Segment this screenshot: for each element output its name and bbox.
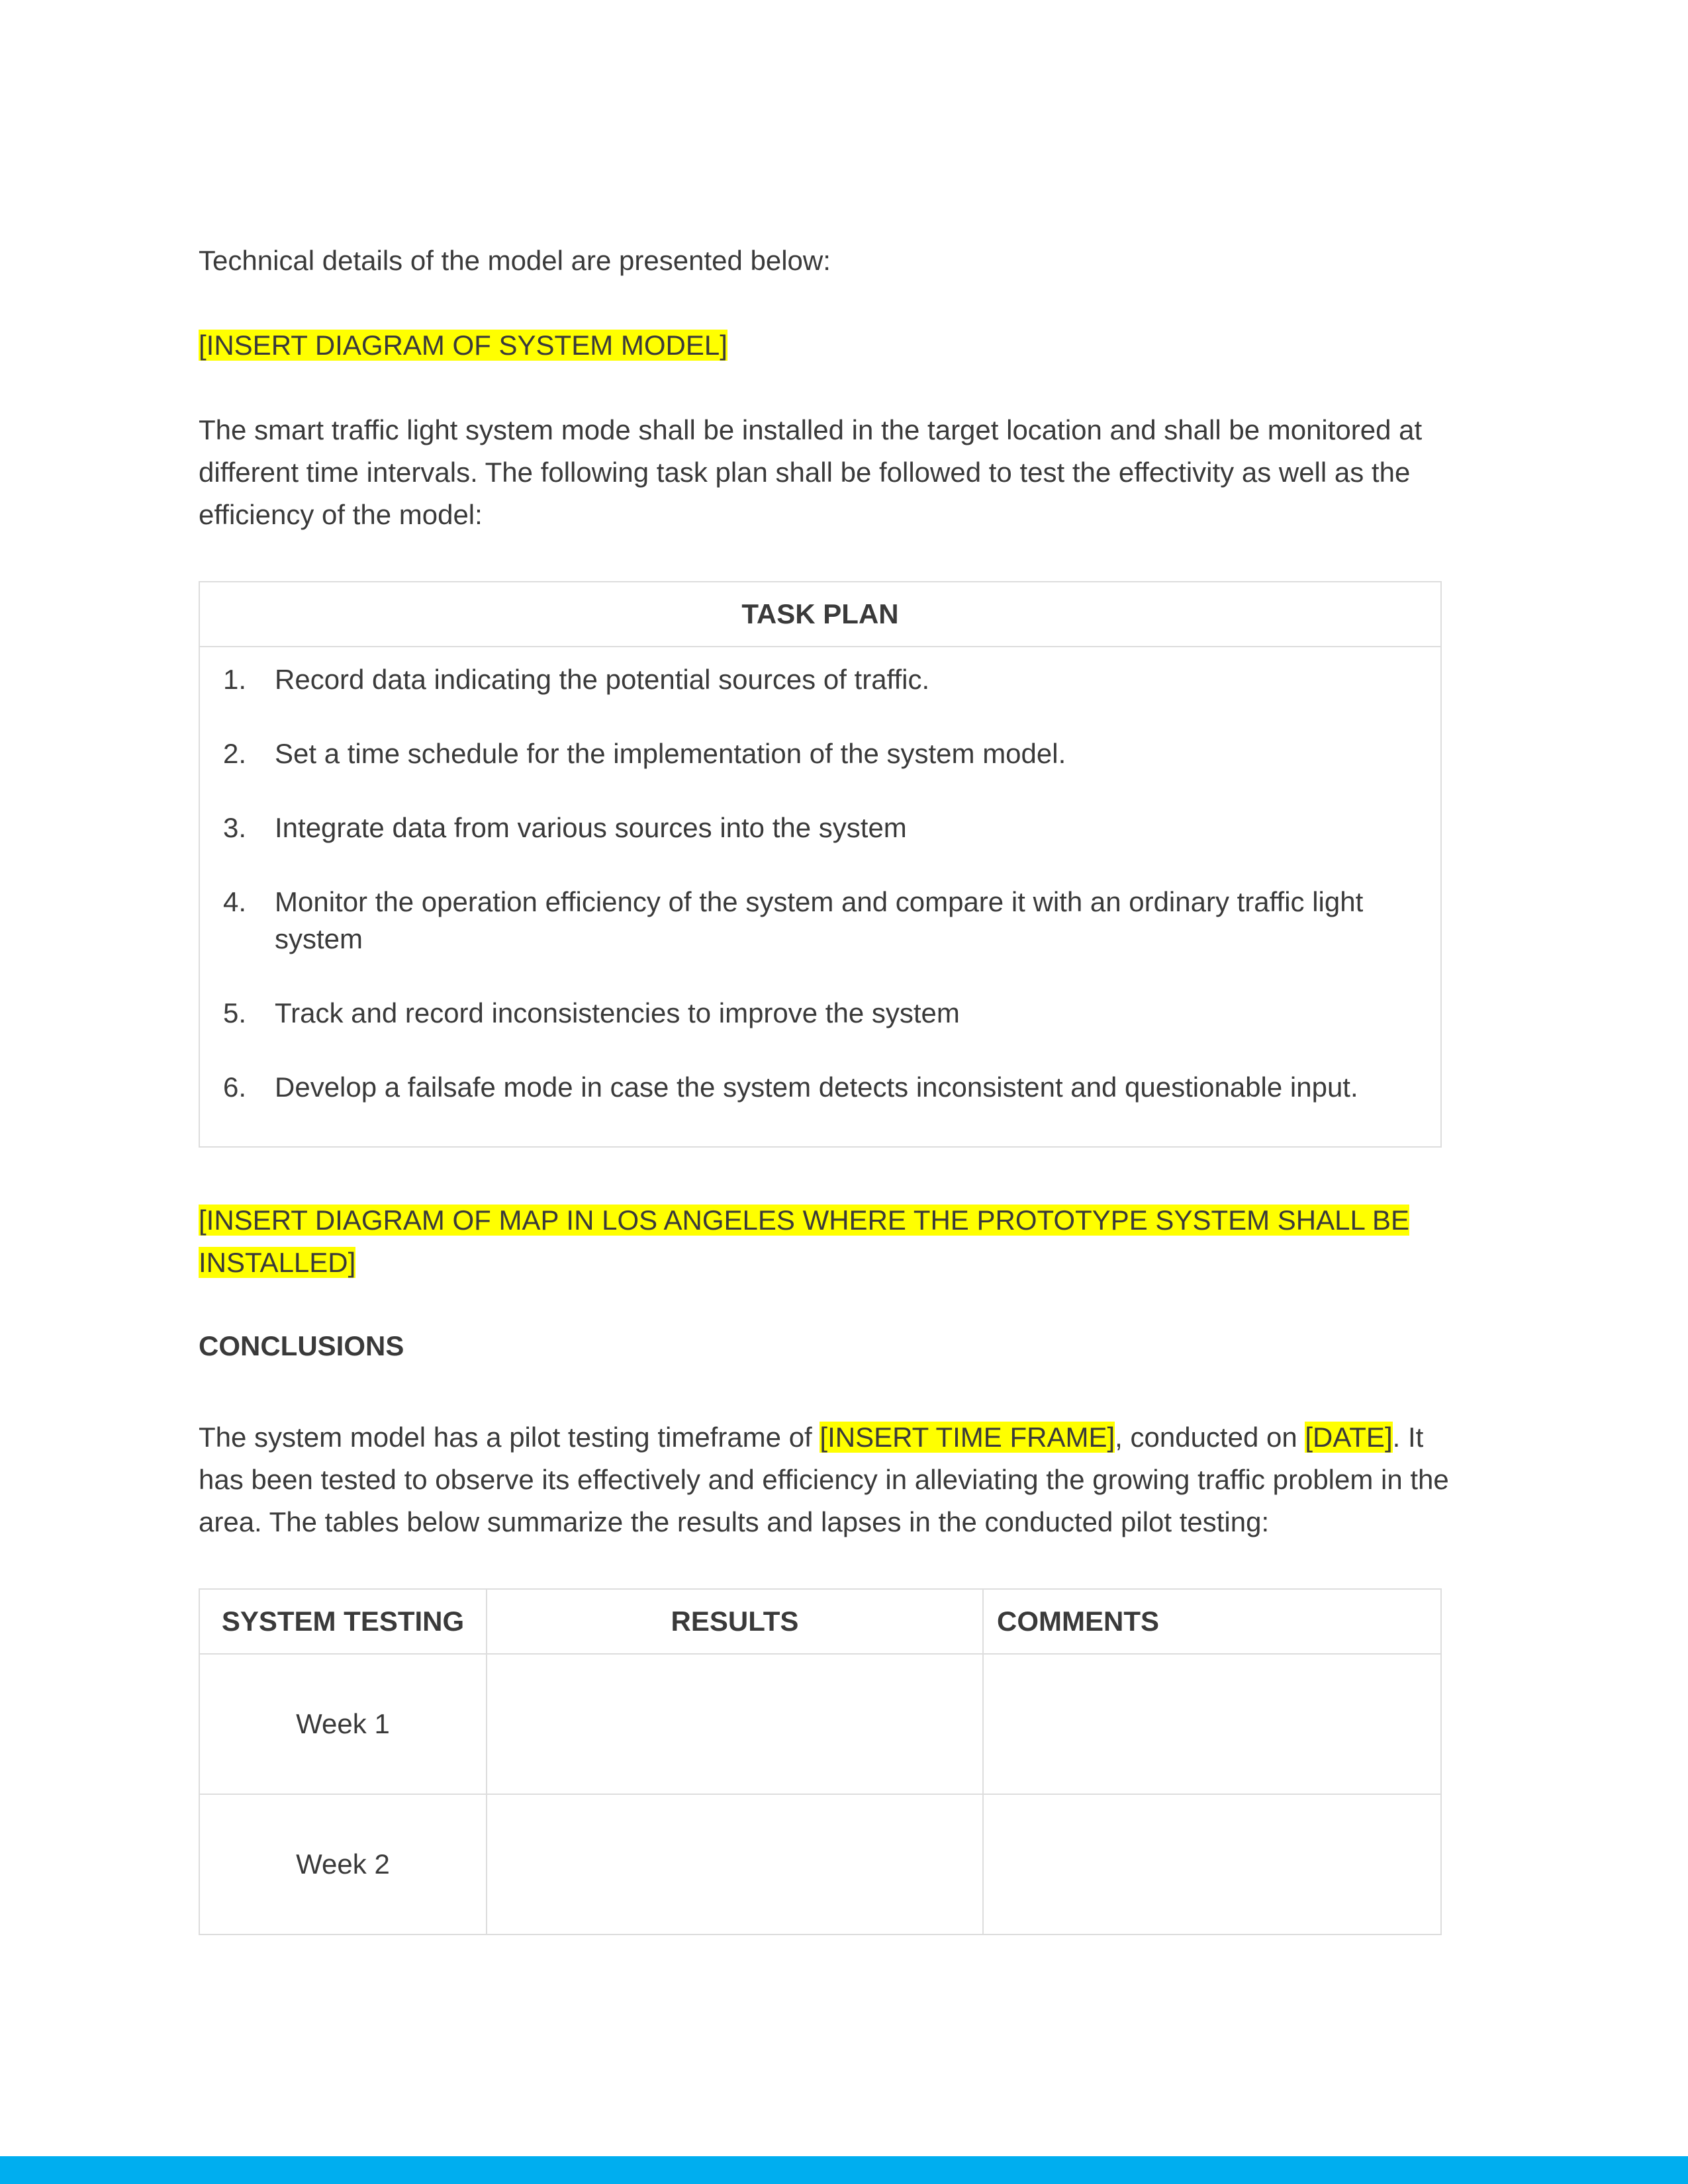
task-item	[201, 1069, 1440, 1106]
header-comments: COMMENTS	[983, 1589, 1441, 1654]
results-cell	[487, 1654, 983, 1794]
task-text: Monitor the operation efficiency of the system and compare it with an ordinary traffic light system	[275, 886, 1364, 954]
comments-cell	[983, 1654, 1441, 1794]
task-number: 2.	[223, 738, 247, 769]
task-plan-cell	[199, 647, 1441, 1147]
conclusions-heading: CONCLUSIONS	[199, 1330, 404, 1361]
conclusions-text-part2: , conducted on	[1115, 1422, 1305, 1453]
description-paragraph: The smart traffic light system mode shall be installed in the target location and shall be monitored at different time intervals. The following task plan shall be followed to test the effectivity as well as the efficiency of the model:	[199, 414, 1423, 530]
task-item	[201, 884, 1440, 958]
conclusions-text-part1: The system model has a pilot testing timeframe of	[199, 1422, 820, 1453]
task-number: 3.	[223, 812, 247, 843]
footer-bar	[0, 2156, 1688, 2184]
table-header-row	[199, 1589, 1441, 1654]
conclusions-text-part3: . It has been tested to observe its effectively and efficiency in alleviating the growing traffic problem in the area. The tables below summarize the results and lapses in the conducted pilot testing:	[199, 1422, 1449, 1537]
task-text: Set a time schedule for the implementation of the system model.	[275, 738, 1066, 769]
intro-text: Technical details of the model are presented below:	[199, 245, 831, 276]
row-label: Week 2	[199, 1794, 487, 1934]
table-row	[199, 1654, 1441, 1794]
results-table	[199, 1588, 1442, 1935]
task-text: Integrate data from various sources into the system	[275, 812, 907, 843]
task-item	[201, 995, 1440, 1032]
system-model-placeholder: [INSERT DIAGRAM OF SYSTEM MODEL]	[199, 330, 727, 361]
task-text: Track and record inconsistencies to improve the system	[275, 997, 960, 1028]
table-row	[199, 1794, 1441, 1934]
task-text: Develop a failsafe mode in case the system detects inconsistent and questionable input.	[275, 1071, 1358, 1103]
task-number: 1.	[223, 664, 247, 695]
comments-cell	[983, 1794, 1441, 1934]
task-item	[201, 735, 1440, 772]
date-placeholder: [DATE]	[1305, 1422, 1393, 1453]
conclusions-paragraph	[199, 1416, 1456, 1543]
map-placeholder: [INSERT DIAGRAM OF MAP IN LOS ANGELES WHERE THE PROTOTYPE SYSTEM SHALL BE INSTALLED]	[199, 1205, 1410, 1278]
task-item	[201, 661, 1440, 698]
task-list	[201, 648, 1440, 1146]
time-frame-placeholder: [INSERT TIME FRAME]	[820, 1422, 1115, 1453]
system-model-placeholder-line	[199, 324, 1456, 367]
task-item	[201, 809, 1440, 846]
task-number: 4.	[223, 886, 247, 917]
results-cell	[487, 1794, 983, 1934]
header-results: RESULTS	[487, 1589, 983, 1654]
task-number: 5.	[223, 997, 247, 1028]
task-plan-table	[199, 581, 1442, 1148]
task-number: 6.	[223, 1071, 247, 1103]
task-text: Record data indicating the potential sources of traffic.	[275, 664, 930, 695]
task-plan-title: TASK PLAN	[199, 582, 1441, 647]
map-placeholder-line	[199, 1199, 1509, 1284]
row-label: Week 1	[199, 1654, 487, 1794]
header-system-testing: SYSTEM TESTING	[199, 1589, 487, 1654]
